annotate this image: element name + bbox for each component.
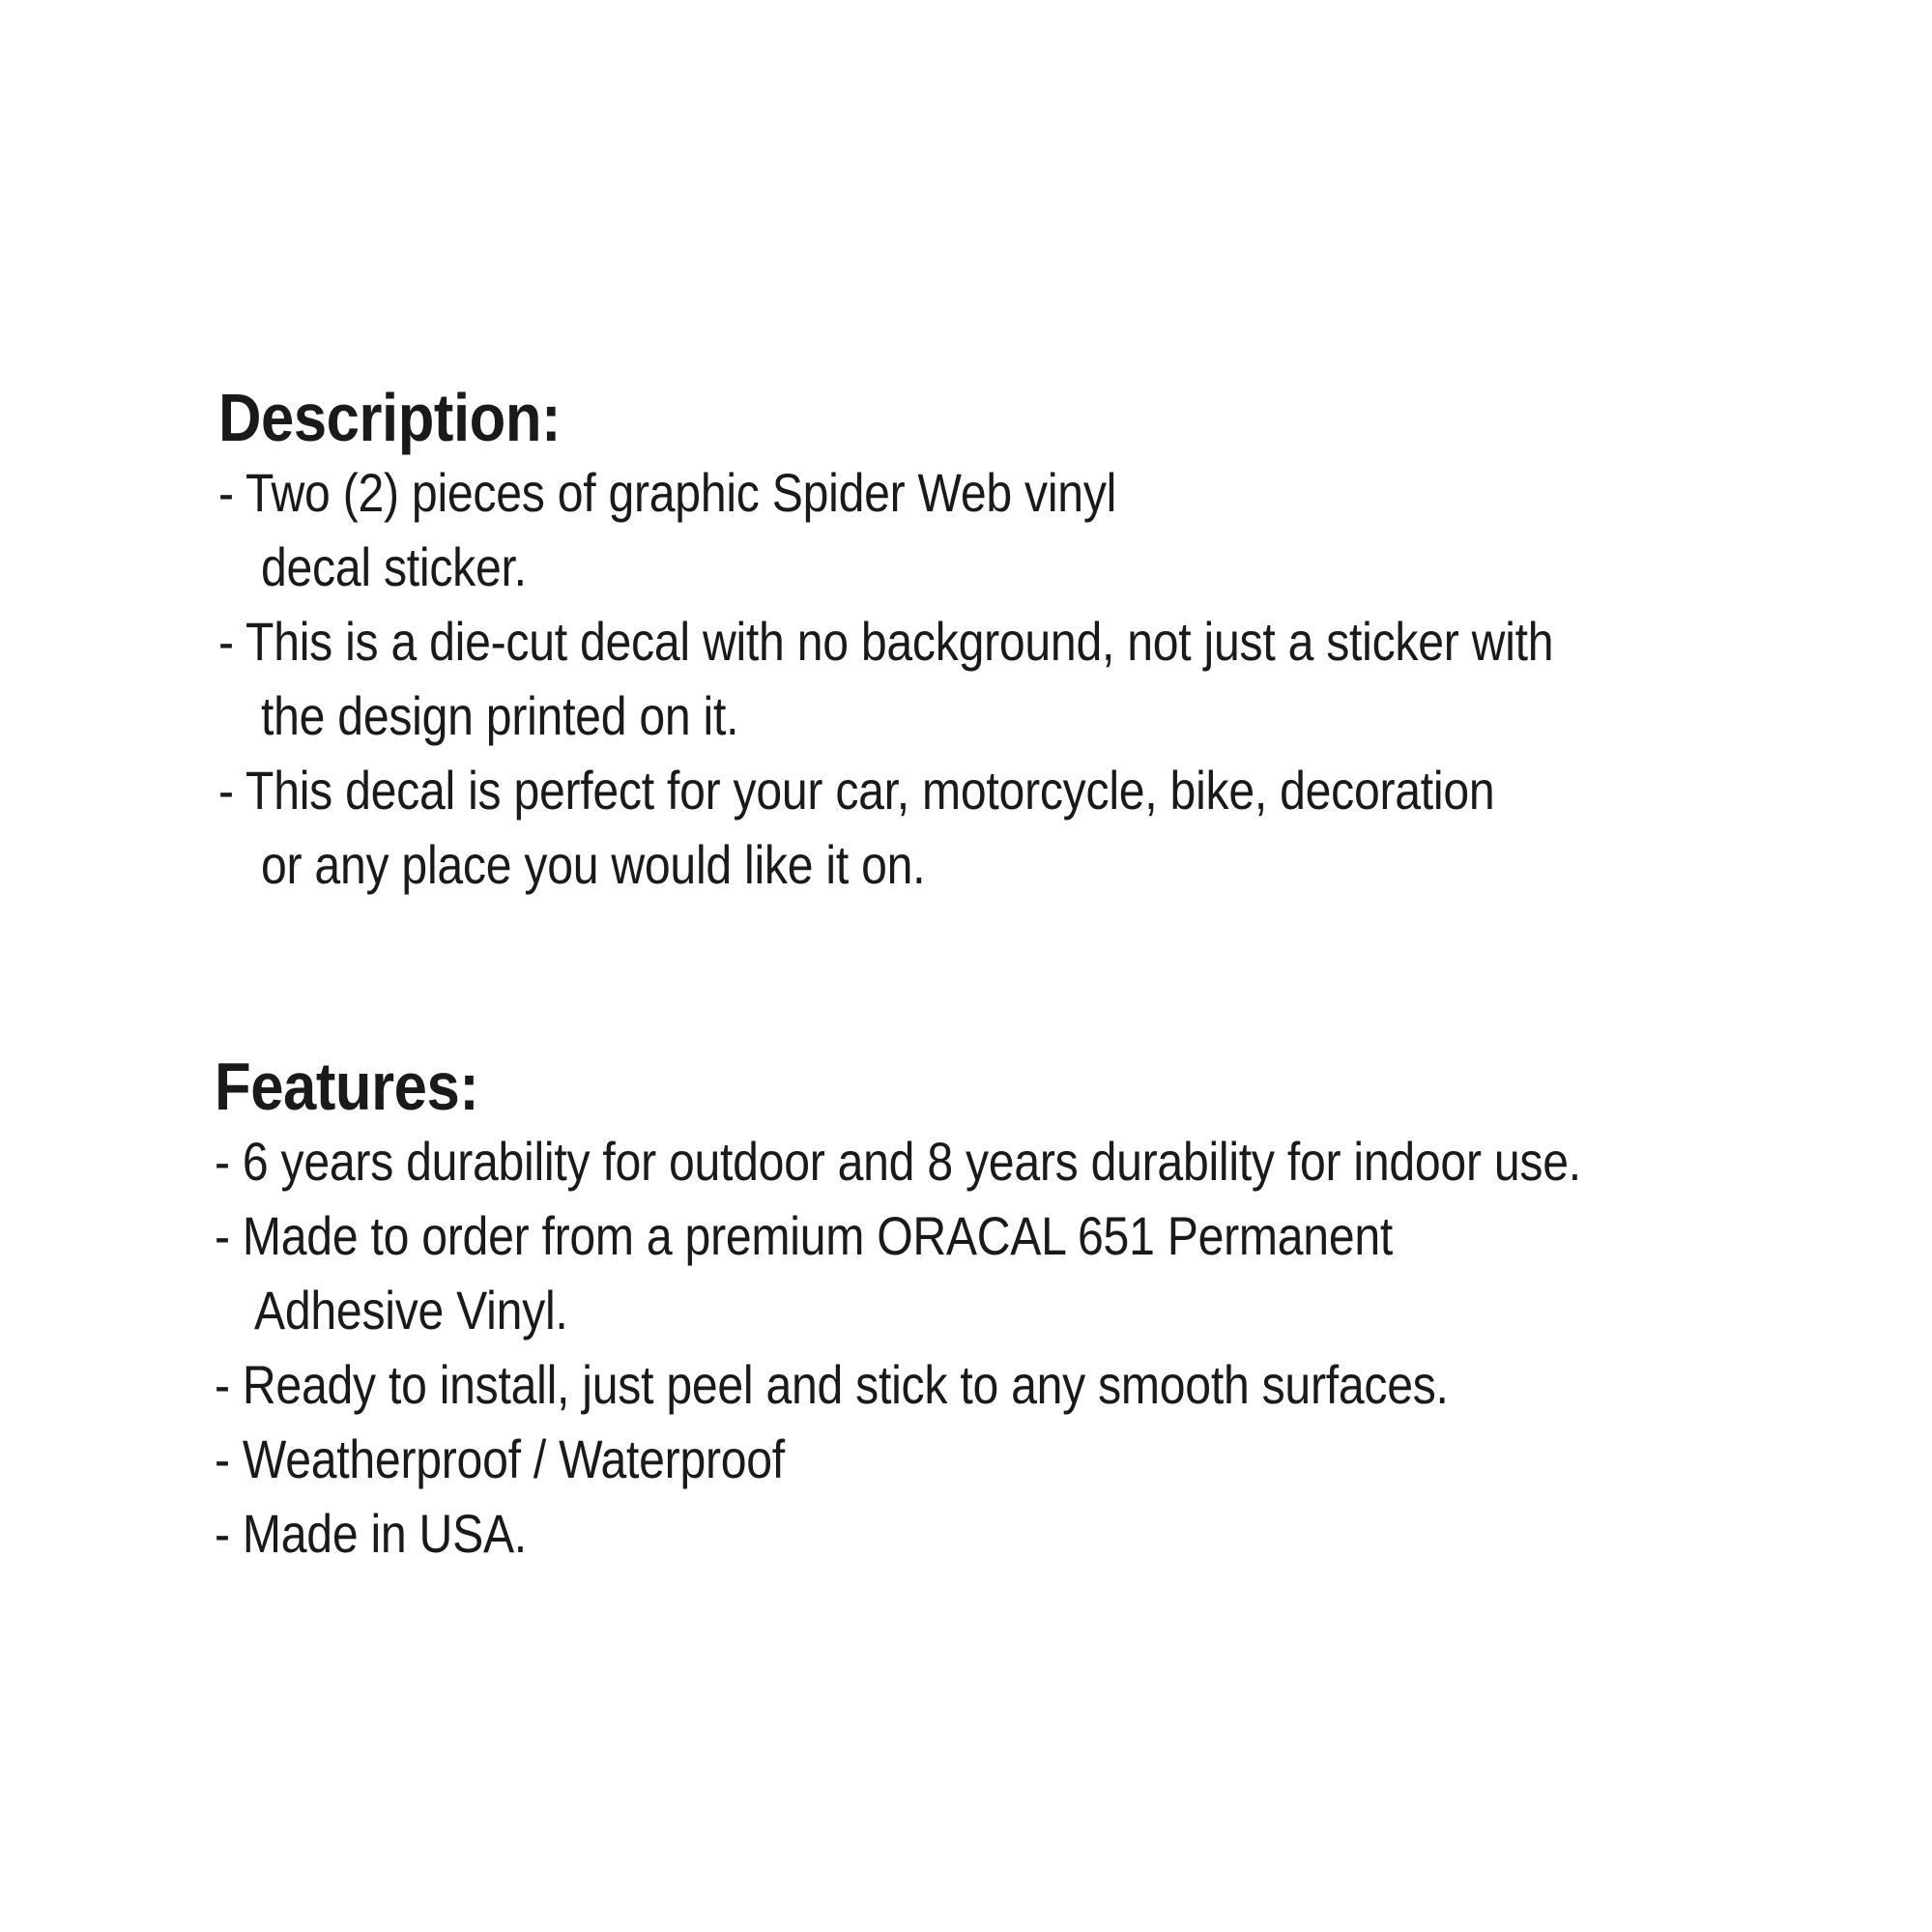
description-item-2-line-1: - This is a die-cut decal with no background, not just a sticker with — [218, 611, 1554, 672]
features-item-1-line-1: - 6 years durability for outdoor and 8 years durability for indoor use. — [215, 1131, 1581, 1192]
features-heading: Features: — [215, 1049, 479, 1124]
description-item-2-line-2: the design printed on it. — [261, 685, 739, 746]
features-item-5-line-1: - Made in USA. — [215, 1503, 527, 1564]
features-item-3-line-1: - Ready to install, just peel and stick to any smooth surfaces. — [215, 1354, 1449, 1415]
description-heading: Description: — [218, 380, 562, 455]
description-item-1-line-1: - Two (2) pieces of graphic Spider Web vinyl — [218, 462, 1117, 523]
description-item-1-line-2: decal sticker. — [261, 536, 527, 597]
features-item-2-line-2: Adhesive Vinyl. — [254, 1280, 568, 1341]
features-item-4-line-1: - Weatherproof / Waterproof — [215, 1428, 785, 1489]
features-item-2-line-1: - Made to order from a premium ORACAL 651 Permanent — [215, 1205, 1393, 1266]
description-item-3-line-2: or any place you would like it on. — [261, 834, 926, 895]
description-item-3-line-1: - This decal is perfect for your car, motorcycle, bike, decoration — [218, 760, 1495, 821]
